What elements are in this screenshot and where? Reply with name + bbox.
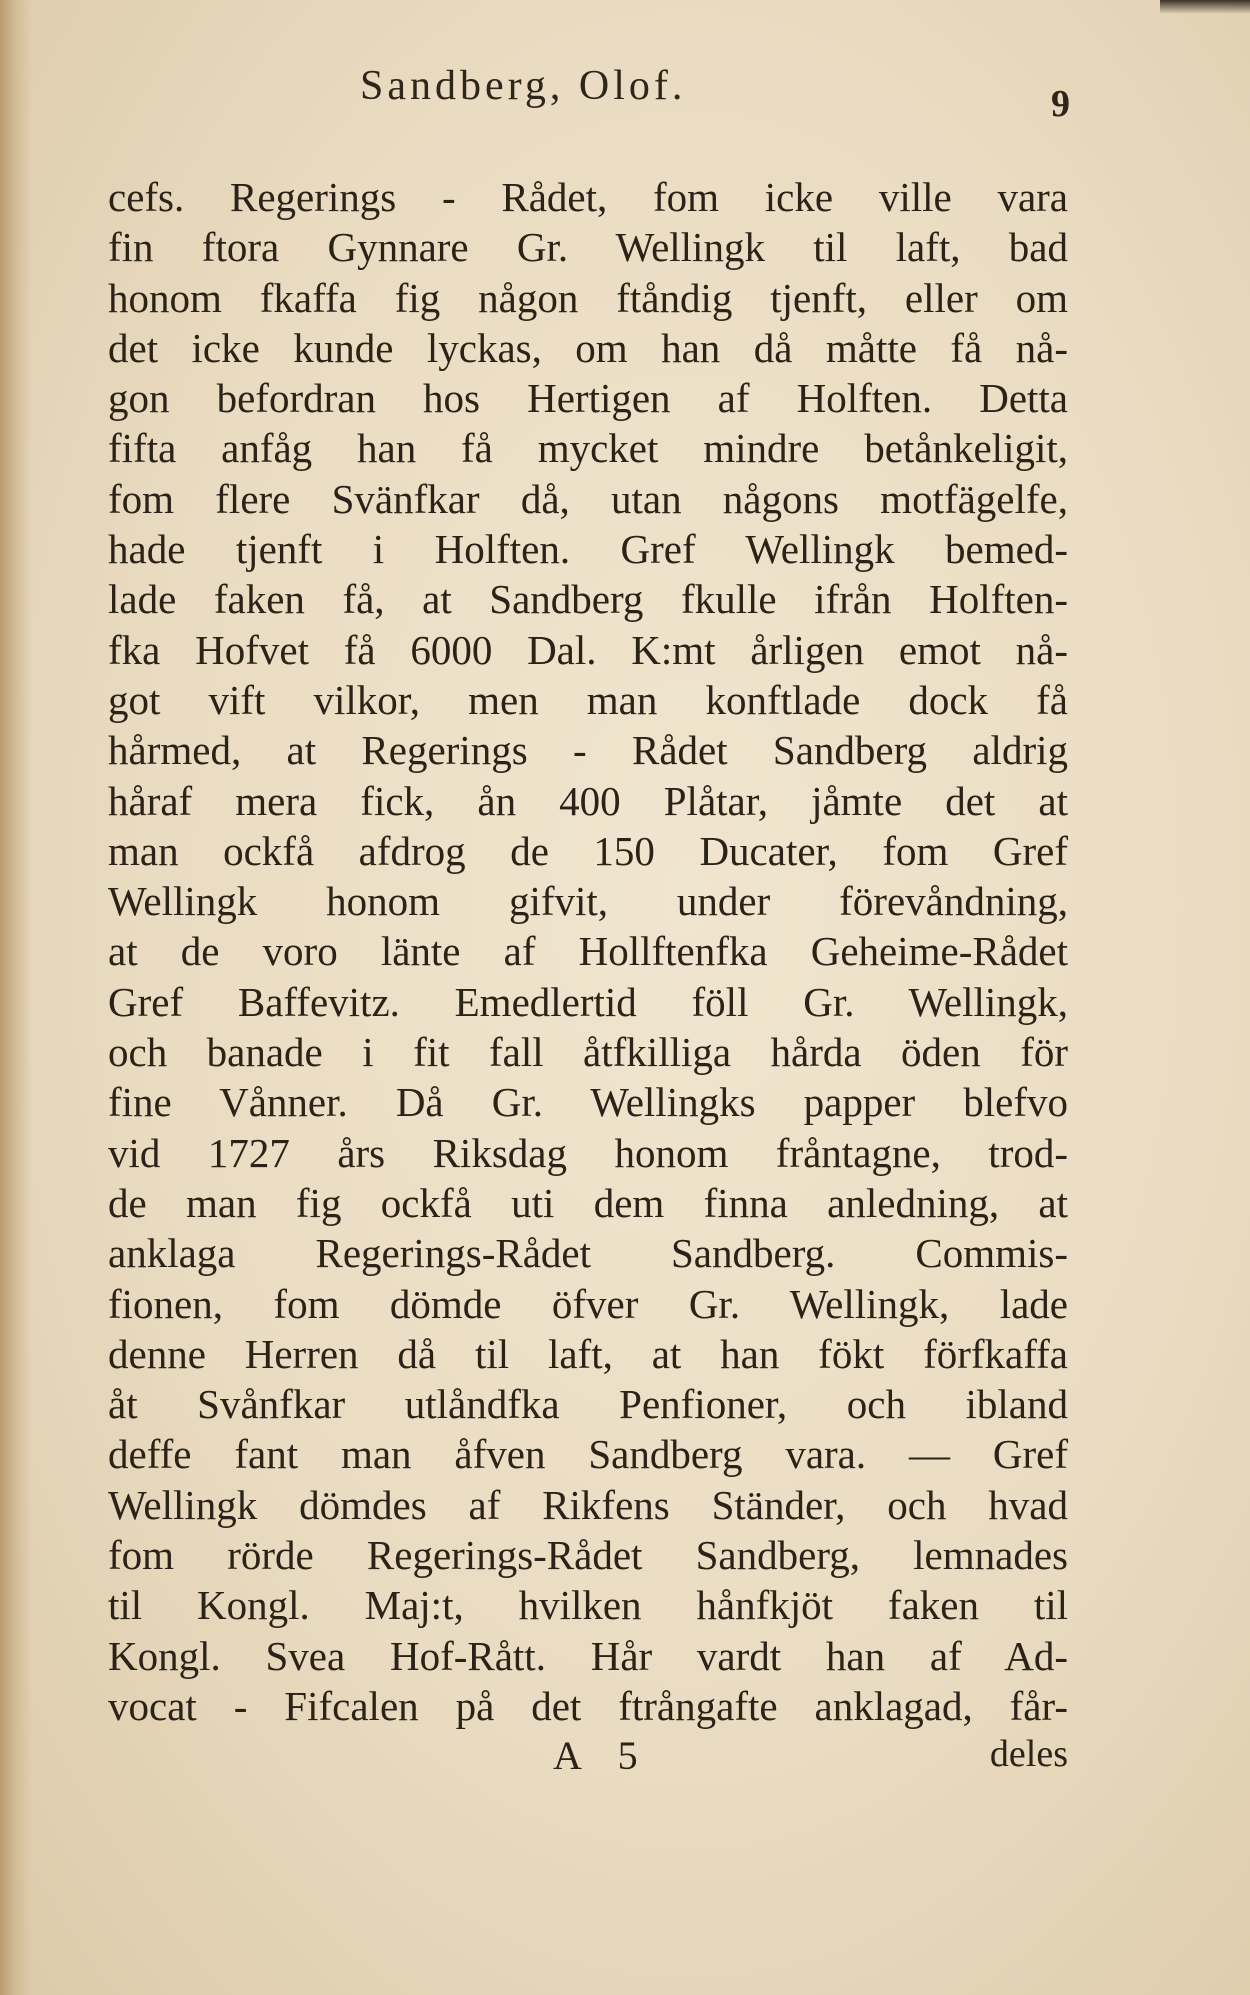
text-line: de man fig ockfå uti dem finna anledning, at: [108, 1179, 1068, 1226]
page-gutter-edge: [0, 0, 32, 1995]
running-head: Sandberg, Olof.: [360, 63, 687, 109]
text-line: hårmed, at Regerings - Rådet Sandberg aldrig: [108, 727, 1068, 774]
signature-mark: A 5: [553, 1733, 652, 1778]
page-number: 9: [1051, 83, 1070, 125]
text-line: fionen, fom dömde öfver Gr. Wellingk, lade: [108, 1280, 1068, 1327]
text-line: Kongl. Svea Hof-Rått. Hår vardt han af Ad-: [108, 1632, 1068, 1679]
text-line: håraf mera fick, ån 400 Plåtar, jåmte det at: [108, 777, 1068, 824]
text-line: honom fkaffa fig någon ftåndig tjenft, eller om: [108, 274, 1068, 321]
text-line: vocat - Fifcalen på det ftrångafte anklagad, får-: [108, 1682, 1068, 1729]
text-line: lade faken få, at Sandberg fkulle ifrån Holften-: [108, 576, 1068, 623]
body-text: [108, 172, 1068, 1731]
text-line: cefs. Regerings - Rådet, fom icke ville vara: [108, 174, 1068, 220]
text-line: denne Herren då til laft, at han fökt förfkaffa: [108, 1330, 1068, 1377]
text-line: fifta anfåg han få mycket mindre betånkeligit,: [108, 425, 1068, 472]
text-line: anklaga Regerings-Rådet Sandberg. Commis-: [108, 1230, 1068, 1277]
text-line: gon befordran hos Hertigen af Holften. Detta: [108, 375, 1068, 422]
text-line: det icke kunde lyckas, om han då måtte få nå-: [108, 324, 1068, 371]
text-line: got vift vilkor, men man konftlade dock få: [108, 676, 1068, 723]
text-line: Wellingk honom gifvit, under förevåndning,: [108, 878, 1068, 925]
text-line: fka Hofvet få 6000 Dal. K:mt årligen emot nå-: [108, 626, 1068, 673]
text-line: fine Vånner. Då Gr. Wellingks papper blefvo: [108, 1079, 1068, 1126]
text-line: Wellingk dömdes af Rikfens Ständer, och hvad: [108, 1481, 1068, 1528]
text-line: och banade i fit fall åtfkilliga hårda öden för: [108, 1029, 1068, 1076]
text-line: Gref Baffevitz. Emedlertid föll Gr. Wellingk,: [108, 978, 1068, 1025]
text-line: åt Svånfkar utlåndfka Penfioner, och ibland: [108, 1381, 1068, 1428]
page-footer: [108, 1732, 1068, 1782]
text-line: vid 1727 års Riksdag honom fråntagne, trod-: [108, 1129, 1068, 1176]
catchword: deles: [989, 1733, 1068, 1775]
text-line: deffe fant man åfven Sandberg vara. — Gref: [108, 1431, 1068, 1478]
page-header: [360, 62, 840, 122]
text-line: fin ftora Gynnare Gr. Wellingk til laft, bad: [108, 224, 1068, 271]
text-line: at de voro länte af Hollftenfka Geheime-Rådet: [108, 928, 1068, 975]
text-line: fom flere Svänfkar då, utan någons motfägelfe,: [108, 475, 1068, 522]
text-line: hade tjenft i Holften. Gref Wellingk bemed-: [108, 526, 1068, 573]
text-line: fom rörde Regerings-Rådet Sandberg, lemnades: [108, 1532, 1068, 1579]
text-line: til Kongl. Maj:t, hvilken hånfkjöt faken til: [108, 1582, 1068, 1629]
page-corner-shadow: [1160, 0, 1250, 14]
text-line: man ockfå afdrog de 150 Ducater, fom Gref: [108, 827, 1068, 874]
